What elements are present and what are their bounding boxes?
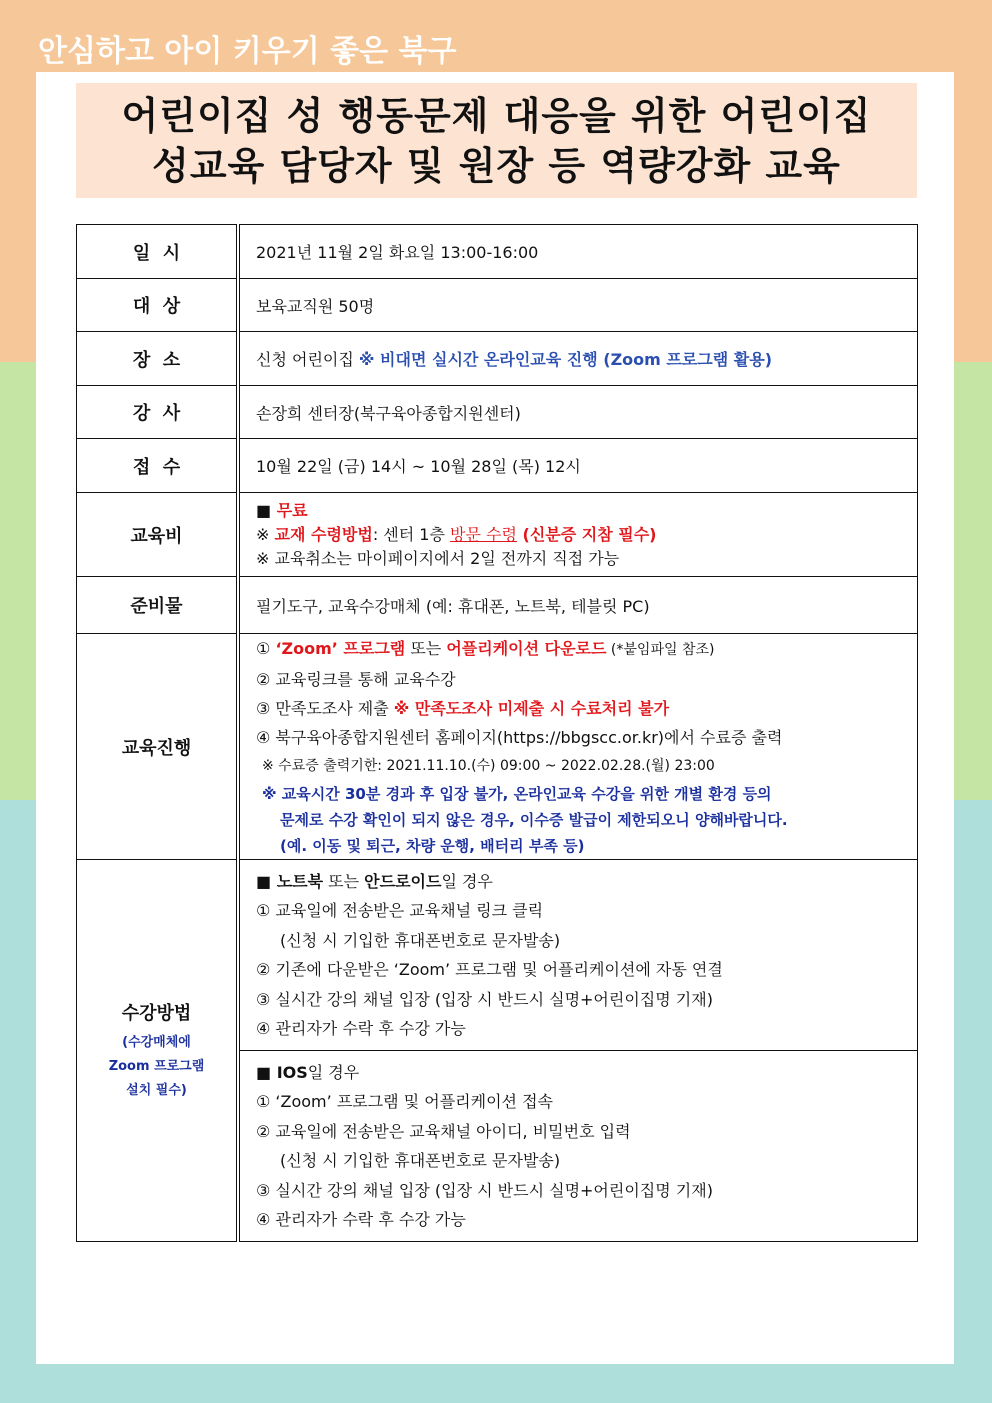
label-lecturer: 강 사 [77,386,239,439]
pc-case: 일 경우 [441,871,493,891]
progress-warn-3: (예. 이동 및 퇴근, 차량 운행, 배터리 부족 등) [280,837,585,855]
label-place: 장 소 [77,332,239,386]
value-method-ios [238,1051,918,1242]
progress-step-3 [256,694,917,723]
fee-line-2 [256,523,917,547]
progress-or: 또는 [405,639,447,658]
pc-step-1: ① 교육일에 전송받은 교육채널 링크 클릭 [256,901,544,920]
value-apply: 10월 22일 (금) 14시 ~ 10월 28일 (목) 12시 [238,439,918,493]
pc-or: 또는 [323,871,365,891]
label-fee: 교육비 [77,493,239,577]
label-target: 대 상 [77,279,239,332]
row-fee [77,493,918,577]
title-box [76,83,917,198]
progress-attach-note: (*붙임파일 참조) [606,642,715,658]
progress-step-3-text: ③ 만족도조사 제출 [256,699,394,718]
pc-step-1b: (신청 시 기입한 휴대폰번호로 문자발송) [280,930,561,950]
ios-case: 일 경우 [307,1062,360,1082]
fee-mark: ※ [256,524,275,544]
place-text: 신청 어린이집 [256,350,359,369]
fee-id-note: (신분증 지참 필수) [516,524,657,544]
info-table [76,224,918,1242]
ios-label: IOS [276,1062,308,1082]
ios-step-4: ④ 관리자가 수락 후 수강 가능 [256,1210,466,1229]
pc-heading [256,867,917,897]
value-lecturer: 손장희 센터장(북구육아종합지원센터) [238,386,918,439]
ios-heading [256,1058,917,1088]
row-progress [77,634,918,860]
fee-line-1 [256,499,917,523]
row-date [77,225,918,279]
label-date: 일 시 [77,225,239,279]
row-method-pc [77,860,918,1051]
slogan: 안심하고 아이 키우기 좋은 북구 [38,34,457,69]
value-target: 보육교직원 50명 [238,279,918,332]
progress-warn-2: 문제로 수강 확인이 되지 않은 경우, 이수증 발급이 제한되오니 양해바랍니다. [280,811,788,829]
fee-free: 무료 [276,500,308,520]
fee-textbook-method: 교재 수령방법 [274,524,373,544]
fee-line-3: ※ 교육취소는 마이페이지에서 2일 전까지 직접 가능 [256,548,620,568]
progress-warn-1: ※ 교육시간 30분 경과 후 입장 불가, 온라인교육 수강을 위한 개별 환경 등의 [262,785,772,803]
progress-zoom: ‘Zoom’ 프로그램 [275,639,406,658]
row-supplies [77,577,918,634]
value-fee [238,493,918,577]
label-method [77,860,239,1242]
ios-step-2: ② 교육일에 전송받은 교육채널 아이디, 비밀번호 입력 [256,1121,631,1141]
method-title: 수강방법 [121,1002,192,1024]
fee-visit: 방문 수령 [450,524,517,544]
method-sub-2: Zoom 프로그램 [108,1058,205,1074]
ios-bullet: ■ [256,1062,277,1082]
progress-app: 어플리케이션 다운로드 [446,639,607,658]
label-progress: 교육진행 [77,634,239,860]
fee-bullet: ■ [256,500,277,520]
value-method-pc [238,860,918,1051]
fee-textbook-text: : 센터 1층 [372,524,451,544]
progress-step-1-num: ① [256,639,276,658]
method-sub-3: 설치 필수) [126,1082,187,1098]
progress-step-3-note: ※ 만족도조사 미제출 시 수료처리 불가 [393,699,670,718]
row-lecturer [77,386,918,439]
value-place [238,332,918,386]
row-target [77,279,918,332]
ios-step-2b: (신청 시 기입한 휴대폰번호로 문자발송) [280,1151,561,1170]
row-place [77,332,918,386]
row-apply [77,439,918,493]
progress-deadline: ※ 수료증 출력기한: 2021.11.10.(수) 09:00 ~ 2022.02.28.(월) 23:00 [262,758,715,774]
place-note: ※ 비대면 실시간 온라인교육 진행 (Zoom 프로그램 활용) [358,350,773,369]
method-sub-1: (수강매체에 [122,1034,191,1050]
progress-step-4: ④ 북구육아종합지원센터 홈페이지(https://bbgscc.or.kr)에서 수료증 출력 [256,728,783,747]
title-line-2: 성교육 담당자 및 원장 등 역량강화 교육 [152,143,841,188]
pc-step-4: ④ 관리자가 수락 후 수강 가능 [256,1019,466,1038]
value-progress [238,634,918,860]
label-apply: 접 수 [77,439,239,493]
pc-android: 안드로이드 [364,871,442,891]
pc-bullet: ■ [256,871,277,891]
value-date: 2021년 11월 2일 화요일 13:00-16:00 [238,225,918,279]
ios-step-3: ③ 실시간 강의 채널 입장 (입장 시 반드시 실명+어린이집명 기재) [256,1180,713,1200]
pc-step-3: ③ 실시간 강의 채널 입장 (입장 시 반드시 실명+어린이집명 기재) [256,989,713,1009]
ios-step-1: ① ‘Zoom’ 프로그램 및 어플리케이션 접속 [256,1092,553,1111]
value-supplies: 필기도구, 교육수강매체 (예: 휴대폰, 노트북, 테블릿 PC) [238,577,918,634]
pc-step-2: ② 기존에 다운받은 ‘Zoom’ 프로그램 및 어플리케이션에 자동 연결 [256,960,723,979]
progress-step-2: ② 교육링크를 통해 교육수강 [256,670,456,689]
label-supplies: 준비물 [77,577,239,634]
progress-step-1 [256,634,917,665]
title-line-1: 어린이집 성 행동문제 대응을 위한 어린이집 [121,93,872,138]
pc-notebook: 노트북 [276,871,324,891]
